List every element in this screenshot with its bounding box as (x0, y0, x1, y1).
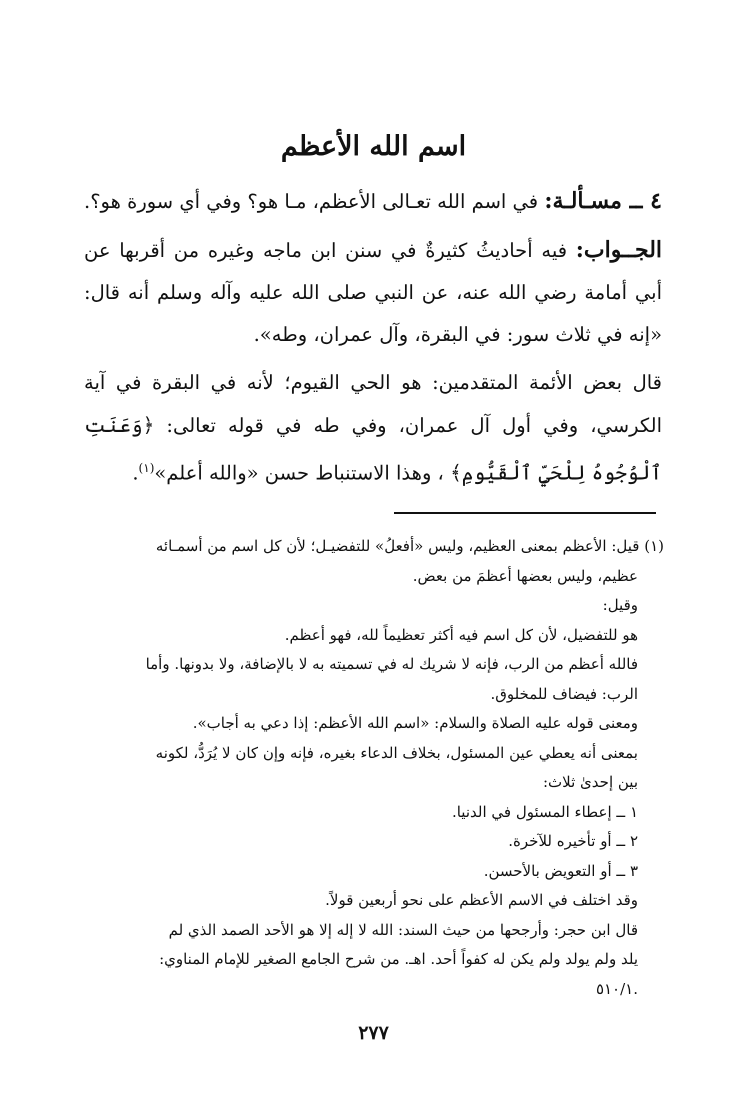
commentary-text: قال بعض الأئمة المتقدمين: هو الحي القيوم؛ لأنه في البقرة في آية الكرسي، وفي أول آل عمران، وفي طه في قوله تعالى: (84, 371, 662, 437)
answer-label: الجــواب: (575, 237, 663, 263)
footnote-line: بين إحدىٰ ثلاث: (542, 773, 638, 791)
footnote-line: (١) قيل: الأعظم بمعنى العظيم، وليس «أفعلُ» للتفضيـل؛ لأن كل اسم من أسمـائه (155, 537, 664, 555)
page-title: اسم الله الأعظم (280, 131, 467, 162)
footnote-line: ٣ ــ أو التعويض بالأحسن. (483, 861, 638, 880)
footnote-line: ٢ ــ أو تأخيره للآخرة. (508, 832, 638, 850)
footnote-line: .٥١٠/١ (595, 979, 638, 998)
footnote-block (84, 532, 664, 1004)
footnote-line: ١ ــ إعطاء المسئول في الدنيا. (451, 802, 638, 821)
question-label: ٤ ــ مسـألـة: (544, 188, 662, 214)
footnote-line: وقد اختلف في الاسم الأعظم على نحو أربعين قولاً. (325, 891, 638, 909)
footnote-line: بمعنى أنه يعطي عين المسئول، بخلاف الدعاء بغيره، فإنه وإن كان لا يُرَدُّ، لكونه (155, 743, 638, 762)
commentary-paragraph (84, 362, 662, 495)
footnote-line: عظيم، وليس بعضها أعظمَ من بعض. (412, 566, 638, 585)
answer-text: فيه أحاديثُ كثيرةٌ في سنن ابن ماجه وغيره من أقربها عن أبي أمامة رضي الله عنه، عن النبي صلى الله عليه وآله وسلم أنه قال: «إنه في ثلاث سور: في البقرة، وآل عمران، وطه». (84, 239, 662, 346)
footnote-line: ومعنى قوله عليه الصلاة والسلام: «اسم الله الأعظم: إذا دعي به أجاب». (192, 714, 638, 732)
question-text: في اسم الله تعـالى الأعظم، مـا هو؟ وفي أي سورة هو؟. (84, 190, 539, 213)
commentary-text-end: ، وهذا الاستنباط حسن «والله أعلم» (154, 461, 444, 485)
footnote-reference: (١) (138, 461, 155, 475)
footnote-line: وقيل: (602, 596, 638, 614)
main-text (84, 180, 662, 501)
footnote-line: فالله أعظم من الرب، فإنه لا شريك له في تسميته به لا بالإضافة، ولا بدونها. وأما (145, 655, 638, 673)
question-paragraph (84, 180, 662, 223)
commentary-period: . (132, 461, 139, 485)
quran-verse: ﴿وَعَنَتِ ٱلْوُجُوهُ لِلْحَيِّ ٱلْقَيُّومِ﴾ (84, 413, 662, 485)
answer-paragraph (84, 229, 662, 356)
page-number: ٢٧٧ (358, 1022, 389, 1044)
footnote-line: الرب: فيضاف للمخلوق. (490, 684, 638, 703)
footnote-separator (394, 512, 656, 514)
footnote-line: قال ابن حجر: وأرجحها من حيث السند: الله لا إله إلا هو الأحد الصمد الذي لم (168, 920, 638, 939)
footnote-line: يلد ولم يولد ولم يكن له كفواً أحد. اهـ. من شرح الجامع الصغير للإمام المناوي: (159, 950, 638, 968)
footnote-line: هو للتفضيل، لأن كل اسم فيه أكثر تعظيماً لله، فهو أعظم. (284, 625, 638, 644)
